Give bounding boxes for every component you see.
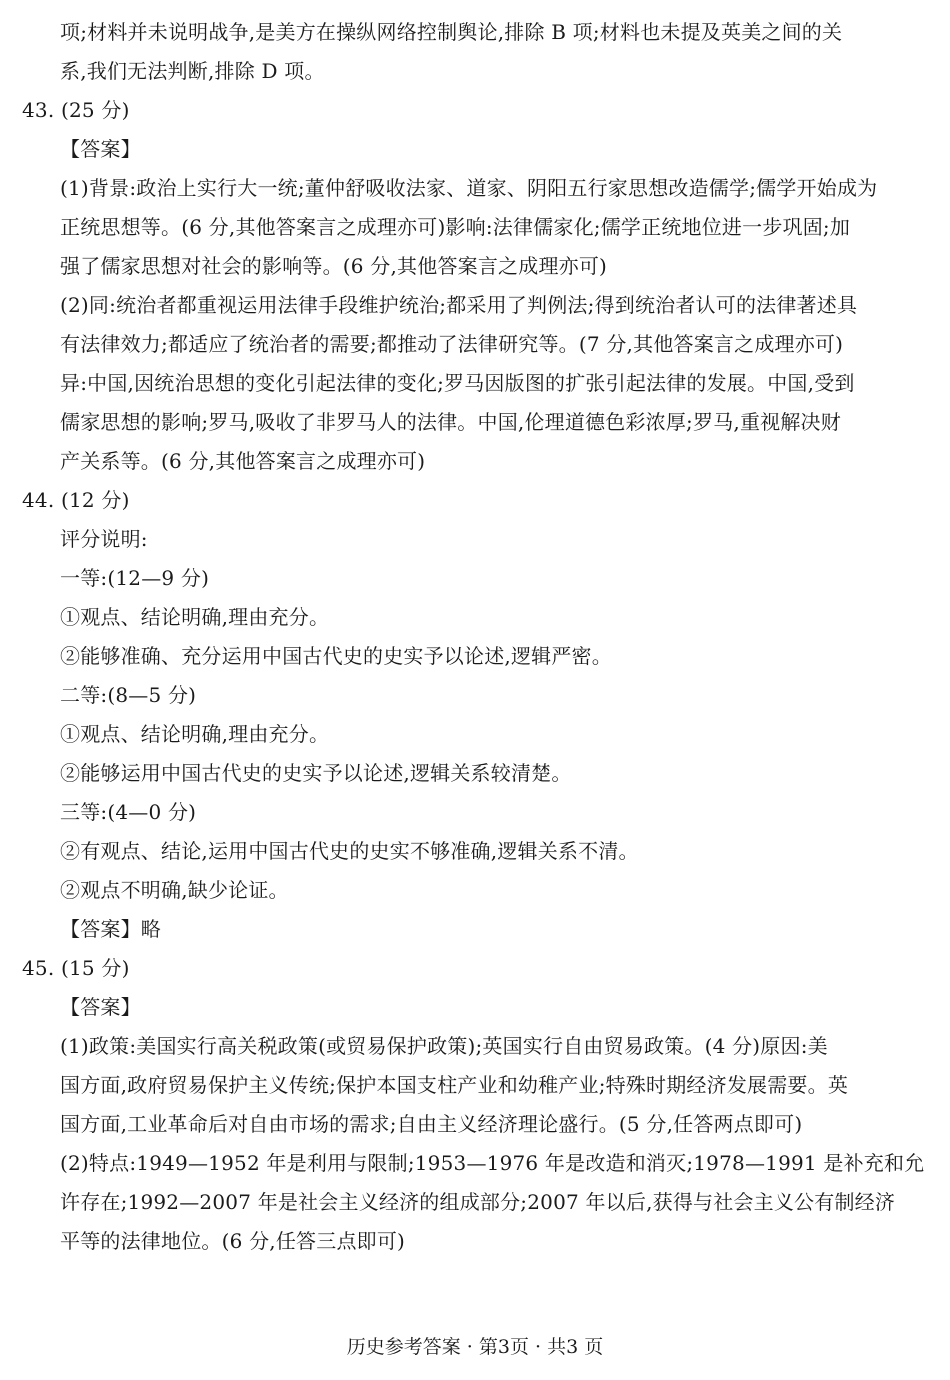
text-line: (1)政策:美国实行高关税政策(或贸易保护政策);英国实行自由贸易政策。(4 分)原因:美 (60, 1034, 828, 1058)
text-line: ②观点不明确,缺少论证。 (60, 878, 289, 902)
text-line: 异:中国,因统治思想的变化引起法律的变化;罗马因版图的扩张引起法律的发展。中国,受到 (60, 371, 855, 395)
answer-label: 【答案】 (60, 137, 141, 161)
text-line: ①观点、结论明确,理由充分。 (60, 605, 330, 629)
text-line: 平等的法律地位。(6 分,任答三点即可) (60, 1229, 406, 1253)
text-line: 儒家思想的影响;罗马,吸收了非罗马人的法律。中国,伦理道德色彩浓厚;罗马,重视解决财 (60, 410, 841, 434)
text-line: 许存在;1992—2007 年是社会主义经济的组成部分;2007 年以后,获得与社会主义公有制经济 (60, 1190, 896, 1214)
text-line: 产关系等。(6 分,其他答案言之成理亦可) (60, 449, 426, 473)
answer-label: 【答案】略 (60, 917, 161, 941)
text-line: (2)同:统治者都重视运用法律手段维护统治;都采用了判例法;得到统治者认可的法律著述具 (60, 293, 858, 317)
question-heading-43: 43. (25 分) (22, 98, 130, 122)
text-line: 三等:(4—0 分) (60, 800, 197, 824)
text-line: 强了儒家思想对社会的影响等。(6 分,其他答案言之成理亦可) (60, 254, 608, 278)
text-line: ②有观点、结论,运用中国古代史的史实不够准确,逻辑关系不清。 (60, 839, 639, 863)
text-line: 国方面,政府贸易保护主义传统;保护本国支柱产业和幼稚产业;特殊时期经济发展需要。英 (60, 1073, 849, 1097)
page-footer: 历史参考答案 · 第3页 · 共3 页 (346, 1336, 604, 1358)
text-line: 系,我们无法判断,排除 D 项。 (60, 59, 325, 83)
text-line: 国方面,工业革命后对自由市场的需求;自由主义经济理论盛行。(5 分,任答两点即可) (60, 1112, 803, 1136)
text-line: ①观点、结论明确,理由充分。 (60, 722, 330, 746)
question-heading-45: 45. (15 分) (22, 956, 130, 980)
text-line: 一等:(12—9 分) (60, 566, 210, 590)
text-line: (2)特点:1949—1952 年是利用与限制;1953—1976 年是改造和消灭;1978—1991 是补充和允 (60, 1151, 925, 1175)
text-line: 二等:(8—5 分) (60, 683, 197, 707)
text-line: 正统思想等。(6 分,其他答案言之成理亦可)影响:法律儒家化;儒学正统地位进一步巩固;加 (60, 215, 851, 239)
text-line: ②能够准确、充分运用中国古代史的史实予以论述,逻辑严密。 (60, 644, 612, 668)
question-heading-44: 44. (12 分) (22, 488, 130, 512)
text-line: (1)背景:政治上实行大一统;董仲舒吸收法家、道家、阴阳五行家思想改造儒学;儒学开始成为 (60, 176, 878, 200)
text-line: 有法律效力;都适应了统治者的需要;都推动了法律研究等。(7 分,其他答案言之成理亦可) (60, 332, 844, 356)
text-line: 项;材料并未说明战争,是美方在操纵网络控制舆论,排除 B 项;材料也未提及英美之间的关 (60, 20, 843, 44)
text-line: 评分说明: (60, 527, 148, 551)
text-line: ②能够运用中国古代史的史实予以论述,逻辑关系较清楚。 (60, 761, 572, 785)
answer-label: 【答案】 (60, 995, 141, 1019)
